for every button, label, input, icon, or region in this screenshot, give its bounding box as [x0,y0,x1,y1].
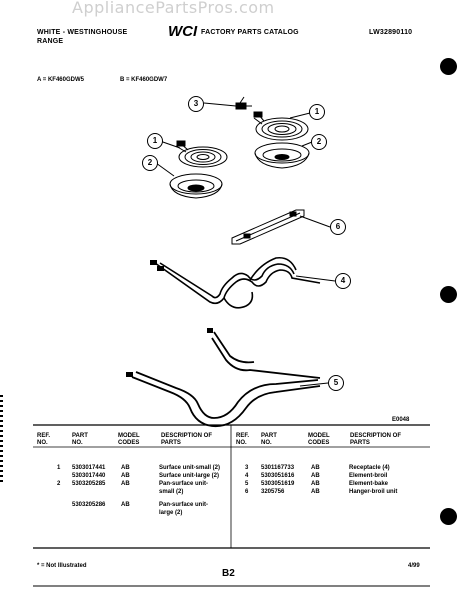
callout-6: 6 [330,219,346,235]
figure-code: E0048 [392,417,410,423]
description: Surface unit-large (2) [159,473,220,479]
header-ref-no-right: REF. NO. [236,433,250,446]
ref-no: 6 [245,489,249,495]
table-row [0,465,231,472]
model-codes: AB [121,465,130,471]
not-illustrated-note: * = Not Illustrated [37,563,87,569]
part-no: 5303205285 [72,481,106,487]
table-row [0,489,231,496]
description: Element-bake [349,481,389,487]
model-codes: AB [311,481,320,487]
receptacle [236,97,252,109]
description: Pan-surface unit- [159,502,209,508]
ref-no: 1 [57,465,61,471]
model-codes: AB [121,473,130,479]
catalog-number: LW32890110 [369,29,413,36]
table-row [231,465,431,472]
callout-1-left: 1 [147,133,163,149]
header-part-no-right: PART NO. [261,433,277,446]
callout-4: 4 [335,273,351,289]
ref-no: 5 [245,481,249,487]
callout-5: 5 [328,375,344,391]
part-no: 3205756 [261,489,285,495]
header-description-left: DESCRIPTION OF PARTS [161,433,213,446]
ref-no: 2 [57,481,61,487]
description: Element-broil [349,473,388,479]
surface-unit-small [176,141,227,167]
model-codes: AB [121,481,130,487]
part-no: 5303017441 [72,465,106,471]
part-no: 5303051616 [261,473,295,479]
table-row [231,481,431,488]
description: Surface unit-small (2) [159,465,221,471]
bake-element [126,328,320,426]
callout-2-right: 2 [311,134,327,150]
model-codes: AB [311,489,320,495]
surface-unit-pan-small [170,174,222,198]
page-number: B2 [222,568,235,579]
description: Receptacle (4) [349,465,390,471]
callout-1-right: 1 [309,104,325,120]
part-no: 5301167733 [261,465,295,471]
model-codes: AB [311,473,320,479]
table-row [0,502,231,509]
part-no: 5303051619 [261,481,295,487]
brand-line-2: RANGE [37,38,64,45]
part-no: 5303017440 [72,473,106,479]
wci-logo: WCI [168,23,198,40]
model-a: A = KF460GDW5 [37,77,84,83]
ref-no: 3 [245,465,249,471]
description: Hanger-broil unit [349,489,398,495]
surface-unit-pan-large [255,143,309,168]
header-model-codes-left: MODEL CODES [118,433,140,446]
header-description-right: DESCRIPTION OF PARTS [350,433,402,446]
table-row [0,481,231,488]
part-no: 5303205286 [72,502,106,508]
hanger-broil-unit [232,210,304,244]
description: Pan-surface unit- [159,481,209,487]
table-row [0,510,231,517]
brand-line-1: WHITE - WESTINGHOUSE [37,29,128,36]
table-row [231,473,431,480]
model-codes: AB [311,465,320,471]
model-b: B = KF460GDW7 [120,77,168,83]
watermark: AppliancePartsPros.com [72,0,275,17]
callout-2-left: 2 [142,155,158,171]
header-model-codes-right: MODEL CODES [308,433,330,446]
header-part-no-left: PART NO. [72,433,88,446]
description: large (2) [159,510,183,516]
table-row [231,489,431,496]
catalog-date: 4/99 [408,563,420,569]
model-codes: AB [121,502,130,508]
broil-element [150,258,320,308]
table-row [0,473,231,480]
callout-3: 3 [188,96,204,112]
description: small (2) [159,489,184,495]
surface-unit-large [254,112,308,140]
catalog-title: FACTORY PARTS CATALOG [201,29,299,36]
header-ref-no-left: REF. NO. [37,433,51,446]
ref-no: 4 [245,473,249,479]
